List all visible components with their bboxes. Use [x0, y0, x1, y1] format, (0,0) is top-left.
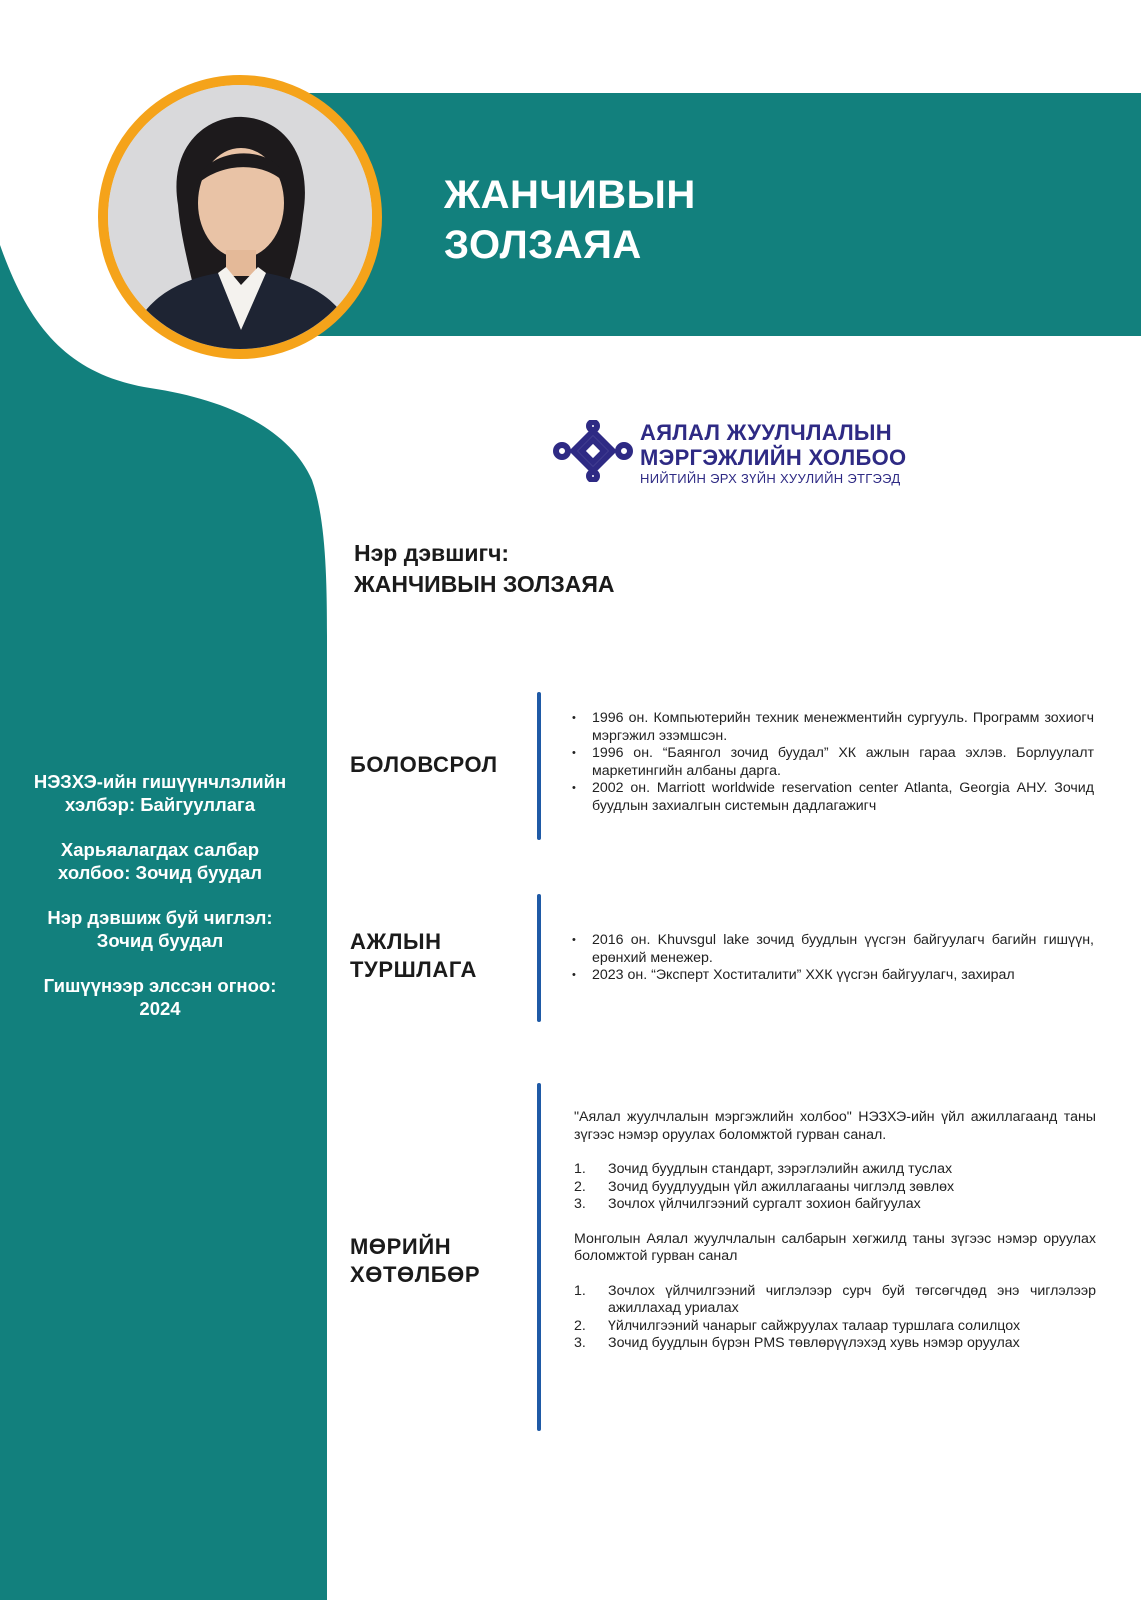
list-number: 2.: [574, 1178, 586, 1195]
program-list2-item: [574, 1283, 1096, 1318]
education-item: • 1996 он. “Баянгол зочид буудал” ХК ажлын гараа эхлэв. Борлуулалт маркетингийн албаны дарга.: [574, 745, 1094, 780]
program-list1-item: [574, 1179, 1096, 1197]
association-logo: [552, 420, 932, 490]
program-title-line1: МӨРИЙН: [350, 1234, 452, 1259]
education-divider: [537, 692, 541, 840]
list-number: 1.: [574, 1282, 586, 1299]
candidate-label: Нэр дэвшигч:: [354, 540, 510, 566]
program-list1-item: [574, 1196, 1096, 1214]
program-intro-1: "Аялал жуулчлалын мэргэжлийн холбоо" НЭЗХЭ-ийн үйл ажиллагаанд таны зүгээс нэмэр оруулах боломжтой гурван санал.: [574, 1109, 1096, 1143]
header-name-line1: ЖАНЧИВЫН: [444, 173, 696, 217]
experience-body: [574, 932, 1094, 985]
logo-title-line1: АЯЛАЛ ЖУУЛЧЛАЛЫН: [640, 420, 892, 445]
candidate-block: [354, 538, 615, 600]
experience-title-line1: АЖЛЫН: [350, 929, 442, 954]
sidebar-entry: Нэр дэвшиж буй чиглэл: Зочид буудал: [47, 907, 273, 951]
list-number: 3.: [574, 1196, 586, 1212]
program-list2-item: [574, 1318, 1096, 1336]
program-list1-item: [574, 1161, 1096, 1179]
experience-title: [350, 928, 477, 984]
candidate-photo: [98, 75, 382, 359]
list-text: Зочид буудлын стандарт, зэрэглэлийн ажилд туслах: [608, 1161, 953, 1177]
program-title-line2: ХӨТӨЛБӨР: [350, 1262, 481, 1287]
program-body: [574, 1109, 1096, 1353]
experience-divider: [537, 894, 541, 1022]
list-text: Зочлох үйлчилгээний чиглэлээр сурч буй төгсөгчдөд энэ чиглэлээр ажиллахад уриалах: [608, 1282, 1096, 1316]
list-text: Зочлох үйлчилгээний сургалт зохион байгуулах: [608, 1196, 921, 1212]
list-number: 1.: [574, 1161, 586, 1177]
candidate-name: ЖАНЧИВЫН ЗОЛЗАЯА: [354, 571, 615, 597]
header-band: [300, 93, 1141, 336]
logo-subtitle: НИЙТИЙН ЭРХ ЗҮЙН ХУУЛИЙН ЭТГЭЭД: [640, 471, 901, 486]
program-list2-item: [574, 1335, 1096, 1353]
portrait-illustration: [108, 85, 372, 349]
program-title: [350, 1233, 480, 1289]
header-name-line2: ЗОЛЗАЯА: [444, 223, 642, 267]
education-item: • 2002 он. Marriott worldwide reservation center Atlanta, Georgia АНУ. Зочид буудлын захиалгын системын дадлагажигч: [574, 780, 1094, 815]
sidebar-info: [30, 770, 290, 1042]
list-number: 2.: [574, 1317, 586, 1334]
education-title: БОЛОВСРОЛ: [350, 752, 498, 777]
sidebar-entry: НЭЗХЭ-ийн гишүүнчлэлийн хэлбэр: Байгууллага: [33, 771, 287, 815]
logo-title-line2: МЭРГЭЖЛИЙН ХОЛБОО: [640, 445, 907, 470]
sidebar-entry: Харьяалагдах салбар холбоо: Зочид буудал: [57, 839, 262, 883]
program-divider: [537, 1083, 541, 1431]
experience-title-line2: ТУРШЛАГА: [350, 957, 478, 982]
sidebar-entry: Гишүүнээр элссэн огноо: 2024: [43, 975, 277, 1019]
experience-item: • 2023 он. “Эксперт Хоститалити” ХХК үүсгэн байгуулагч, захирал: [574, 967, 1094, 985]
education-body: [574, 710, 1094, 815]
program-intro-2: Монголын Аялал жуулчлалын салбарын хөгжилд таны зүгээс нэмэр оруулах боломжтой гурван санал: [574, 1230, 1096, 1264]
education-item: • 1996 он. Компьютерийн техник менежментийн сургууль. Программ зохиогч мэргэжил эзэмшсэн.: [574, 710, 1094, 745]
list-text: Үйлчилгээний чанарыг сайжруулах талаар туршлага солилцох: [608, 1317, 1021, 1334]
header-name: [444, 170, 696, 270]
list-number: 3.: [574, 1335, 586, 1351]
list-text: Зочид буудлуудын үйл ажиллагааны чиглэлд зөвлөх: [608, 1178, 955, 1195]
experience-item: • 2016 он. Khuvsgul lake зочид буудлын үүсгэн байгуулагч багийн гишүүн, ерөнхий менежер.: [574, 932, 1094, 967]
knot-emblem-icon: [552, 420, 634, 482]
list-text: Зочид буудлын бүрэн PMS төвлөрүүлэхэд хувь нэмэр оруулах: [608, 1335, 1020, 1351]
